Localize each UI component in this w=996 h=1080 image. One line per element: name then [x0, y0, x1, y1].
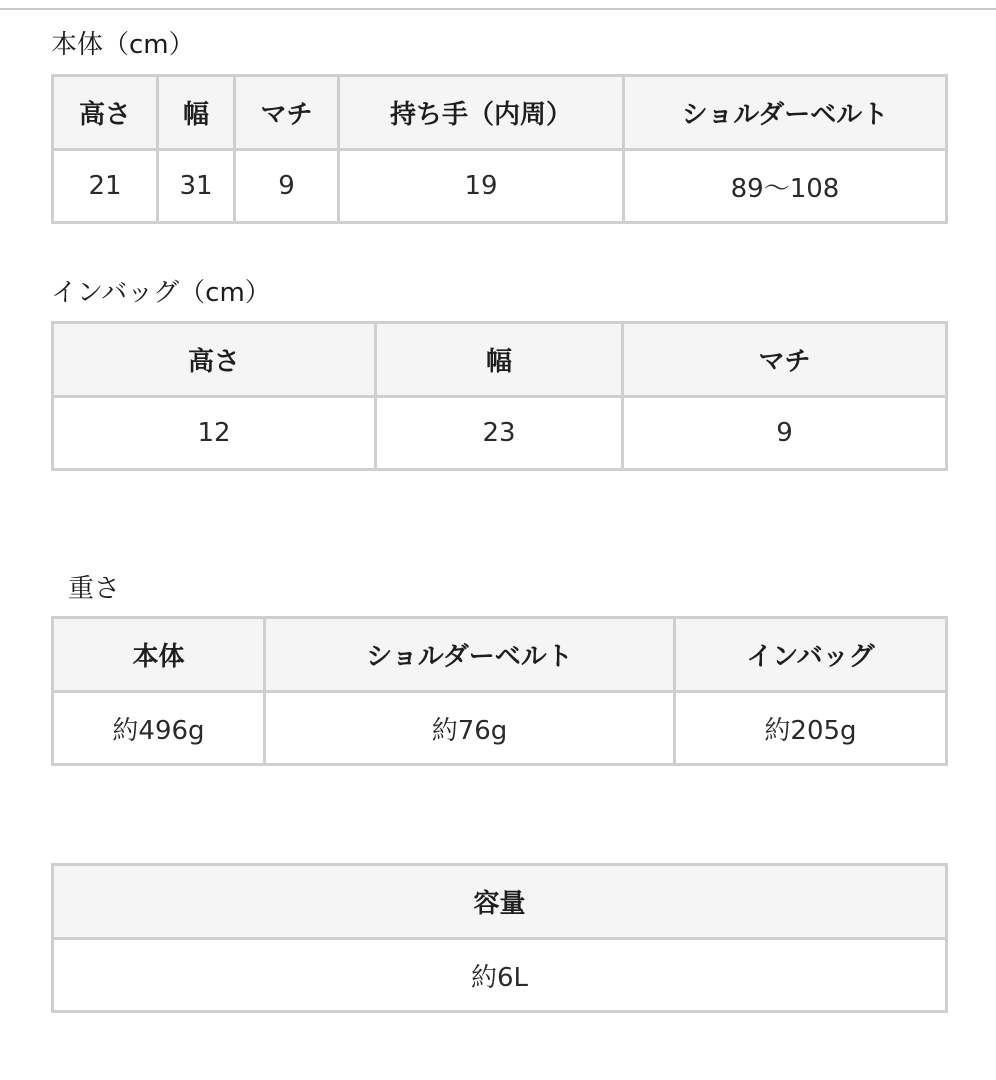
table-header-row	[53, 865, 947, 939]
capacity-table	[51, 863, 948, 1013]
value-depth: 9	[235, 150, 339, 223]
body-size-caption: 本体（cm）	[51, 30, 195, 60]
value-depth: 9	[623, 397, 947, 470]
table-header-row	[53, 76, 947, 150]
table-row	[53, 939, 947, 1012]
inbag-size-table	[51, 321, 948, 471]
value-handle-inner: 19	[339, 150, 624, 223]
weight-caption: 重さ	[68, 574, 121, 604]
header-width: 幅	[158, 76, 235, 150]
value-shoulder-belt: 89〜108	[624, 150, 947, 223]
header-capacity: 容量	[53, 865, 947, 939]
table-row	[53, 150, 947, 223]
header-height: 高さ	[53, 76, 158, 150]
header-shoulder-belt: ショルダーベルト	[265, 618, 675, 692]
weight-table	[51, 616, 948, 766]
header-depth: マチ	[623, 323, 947, 397]
value-capacity: 約6L	[53, 939, 947, 1012]
header-depth: マチ	[235, 76, 339, 150]
inbag-size-caption: インバッグ（cm）	[51, 278, 271, 308]
header-inbag: インバッグ	[675, 618, 947, 692]
value-shoulder-belt-weight: 約76g	[265, 692, 675, 765]
header-height: 高さ	[53, 323, 376, 397]
value-width: 23	[376, 397, 623, 470]
header-handle-inner: 持ち手（内周）	[339, 76, 624, 150]
value-body-weight: 約496g	[53, 692, 265, 765]
table-header-row	[53, 618, 947, 692]
top-divider	[0, 8, 996, 10]
header-width: 幅	[376, 323, 623, 397]
table-row	[53, 692, 947, 765]
table-row	[53, 397, 947, 470]
header-shoulder-belt: ショルダーベルト	[624, 76, 947, 150]
body-size-table	[51, 74, 948, 224]
table-header-row	[53, 323, 947, 397]
value-inbag-weight: 約205g	[675, 692, 947, 765]
value-width: 31	[158, 150, 235, 223]
value-height: 21	[53, 150, 158, 223]
header-body: 本体	[53, 618, 265, 692]
value-height: 12	[53, 397, 376, 470]
